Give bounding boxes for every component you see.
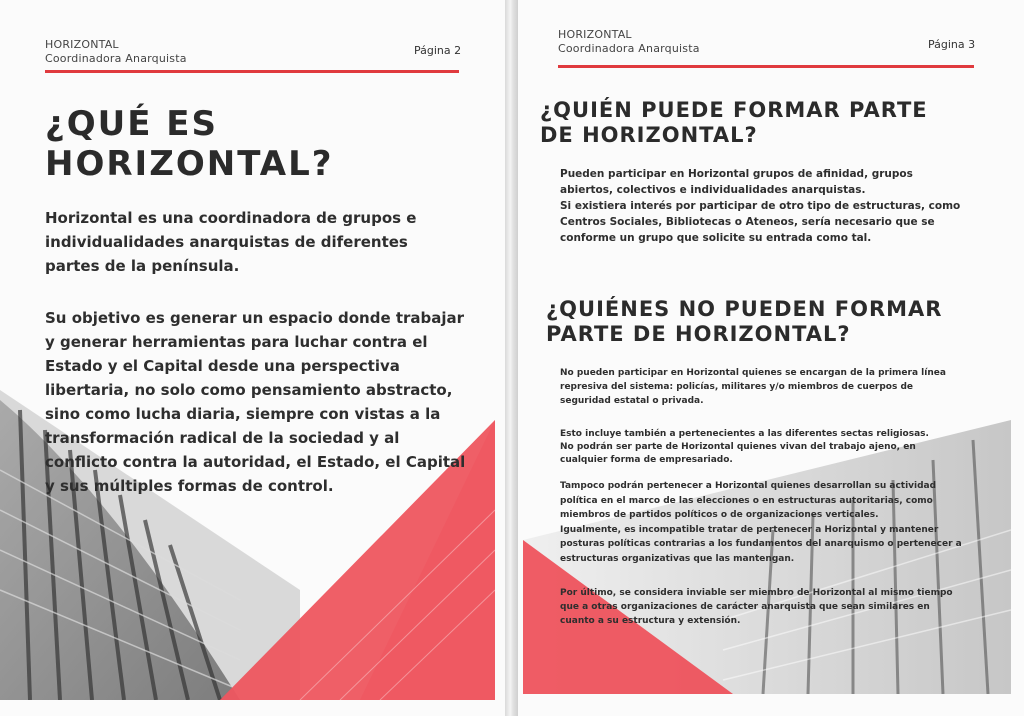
section-title-line: DE HORIZONTAL? [540,123,758,147]
section-title-who-cannot [546,297,942,347]
text-line: Centros Sociales, Bibliotecas o Ateneos, sería necesario que se [560,216,935,228]
text-line: conforme un grupo que solicite su entrada como tal. [560,232,872,244]
page-title [45,104,333,184]
who-cannot-paragraph-3 [560,479,1010,566]
page-title-line: HORIZONTAL? [45,144,334,184]
page-number: Página 2 [414,44,462,57]
section-title-who-can [540,98,928,148]
right-header [558,28,700,56]
brand-subtitle: Coordinadora Anarquista [558,42,700,55]
who-cannot-paragraph-2 [560,428,1000,467]
text-line: miembros de partidos políticos o de organizaciones verticales. [560,510,879,520]
text-line: No pueden participar en Horizontal quienes se encargan de la primera línea [560,368,946,378]
page-number: Página 3 [928,38,976,51]
left-header [45,38,187,66]
text-line: y generar herramientas para luchar contra el [45,333,428,351]
brand-name: HORIZONTAL [45,38,119,51]
text-line: individualidades anarquistas de diferentes [45,233,408,251]
right-page [518,0,1024,716]
text-line: partes de la península. [45,257,240,275]
objective-paragraph [45,306,495,498]
left-page [0,0,505,716]
text-line: Estado y el Capital desde una perspectiva [45,357,400,375]
text-line: represiva del sistema: policías, militares y/o miembros de cuerpos de [560,382,914,392]
section-title-line: PARTE DE HORIZONTAL? [546,322,851,346]
text-line: posturas políticas contrarias a los fundamentos del anarquismo o pertenecer a [560,539,962,549]
text-line: Horizontal es una coordinadora de grupos e [45,209,417,227]
text-line: Su objetivo es generar un espacio donde trabajar [45,309,465,327]
text-line: libertaria, no solo como pensamiento abstracto, [45,381,453,399]
text-line: Tampoco podrán pertenecer a Horizontal quienes desarrollan su actividad [560,481,937,491]
text-line: abiertos, colectivos e individualidades anarquistas. [560,184,866,196]
text-line: cualquier forma de empresariado. [560,455,733,465]
who-can-paragraph [560,166,1000,246]
text-line: que a otras organizaciones de carácter anarquista que sean similares en [560,602,930,612]
text-line: y sus múltiples formas de control. [45,477,334,495]
text-line: Esto incluye también a pertenecientes a las diferentes sectas religiosas. [560,429,929,439]
text-line: cuanto a su estructura y extensión. [560,616,741,626]
section-title-line: ¿QUIÉN PUEDE FORMAR PARTE [540,98,928,122]
text-line: sino como lucha diaria, siempre con vistas a la [45,405,441,423]
brand-name: HORIZONTAL [558,28,632,41]
section-title-line: ¿QUIÉNES NO PUEDEN FORMAR [546,297,943,321]
text-line: No podrán ser parte de Horizontal quienes vivan del trabajo ajeno, en [560,442,916,452]
text-line: transformación radical de la sociedad y al [45,429,400,447]
text-line: política en el marco de las elecciones o en estructuras autoritarias, como [560,495,933,506]
text-line: conflicto contra la autoridad, el Estado, el Capital [45,453,466,471]
header-rule [558,65,974,68]
text-line: Igualmente, es incompatible tratar de pertenecer a Horizontal y mantener [560,524,939,535]
who-cannot-paragraph-4 [560,586,1000,628]
text-line: seguridad estatal o privada. [560,396,704,406]
text-line: Por último, se considera inviable ser miembro de Horizontal al mismo tiempo [560,588,953,598]
booklet-gutter [505,0,518,716]
text-line: Pueden participar en Horizontal grupos de afinidad, grupos [560,168,913,180]
intro-paragraph [45,206,495,278]
brand-subtitle: Coordinadora Anarquista [45,52,187,65]
text-line: estructuras organizativas que las mantengan. [560,553,795,564]
who-cannot-paragraph-1 [560,366,1000,408]
text-line: Si existiera interés por participar de otro tipo de estructuras, como [560,200,961,212]
page-title-line: ¿QUÉ ES [45,104,219,144]
header-rule [45,70,459,73]
